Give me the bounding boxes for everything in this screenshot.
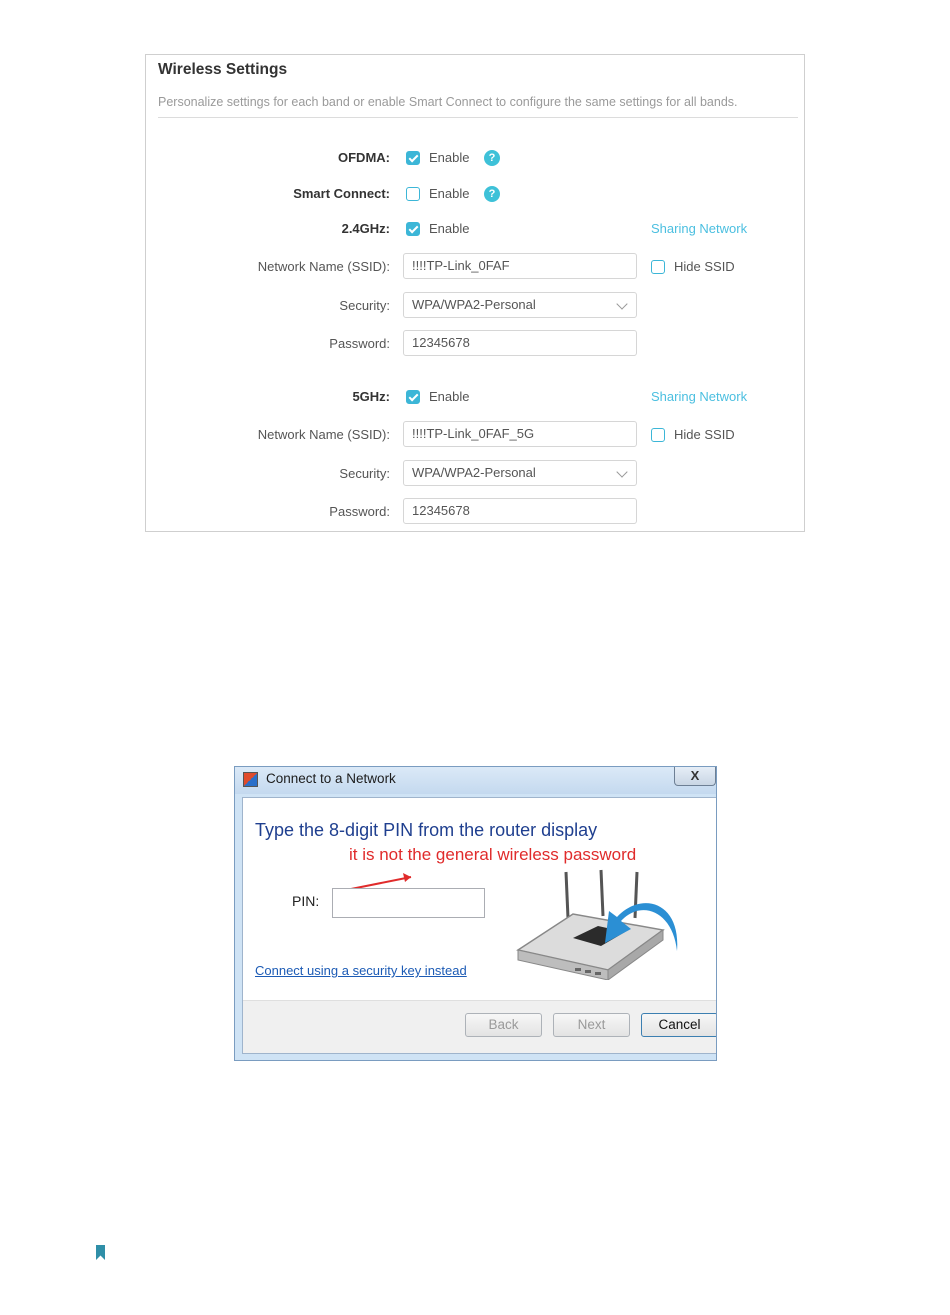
wireless-settings-panel [145,54,805,532]
band24-row [146,215,804,243]
hide-ssid-text: Hide SSID [674,427,735,442]
band5-password-row [146,498,804,526]
dialog-heading: Type the 8-digit PIN from the router display [255,820,598,840]
ofdma-checkbox[interactable] [406,151,420,165]
dialog-footer [243,1000,716,1053]
band5-enable-text: Enable [429,389,470,404]
band24-checkbox[interactable] [406,222,420,236]
ssid-label: Network Name (SSID): [257,259,390,274]
band5-ssid-input[interactable]: !!!!TP-Link_0FAF_5G [403,421,637,447]
band24-sharing-network-link[interactable]: Sharing Network [651,221,748,236]
dialog-body [242,797,716,1054]
band5-security-select[interactable] [403,460,637,486]
bookmark-icon [96,1245,105,1260]
chevron-down-icon [616,466,627,477]
band5-hide-ssid-checkbox[interactable] [651,428,665,442]
annotation-text: it is not the general wireless password [349,845,637,864]
band24-hide-ssid-checkbox[interactable] [651,260,665,274]
panel-description: Personalize settings for each band or enable Smart Connect to configure the same settings for all bands. [158,95,738,109]
ofdma-enable-text: Enable [429,150,470,165]
ofdma-label: OFDMA: [338,150,390,165]
pin-input[interactable] [332,888,485,918]
help-icon[interactable]: ? [484,186,500,202]
band24-label: 2.4GHz: [341,221,390,236]
band24-ssid-input[interactable]: !!!!TP-Link_0FAF [403,253,637,279]
band24-security-select[interactable] [403,292,637,318]
security-key-link[interactable]: Connect using a security key instead [255,963,467,978]
cancel-button[interactable]: Cancel [641,1013,717,1037]
pin-label: PIN: [292,893,320,909]
divider [158,117,798,118]
ssid-label: Network Name (SSID): [257,427,390,442]
blue-arrow-icon [601,891,681,957]
band5-password-input[interactable]: 12345678 [403,498,637,524]
band24-password-input[interactable]: 12345678 [403,330,637,356]
band5-checkbox[interactable] [406,390,420,404]
password-label: Password: [329,336,390,351]
smart-connect-checkbox[interactable] [406,187,420,201]
panel-title: Wireless Settings [158,61,288,78]
band5-row [146,383,804,411]
next-button[interactable]: Next [553,1013,630,1037]
smart-connect-label: Smart Connect: [293,186,390,201]
close-button[interactable]: X [674,767,716,786]
password-label: Password: [329,504,390,519]
smart-connect-enable-text: Enable [429,186,470,201]
band24-enable-text: Enable [429,221,470,236]
back-button[interactable]: Back [465,1013,542,1037]
band24-security-value: WPA/WPA2-Personal [412,297,536,312]
security-label: Security: [339,298,390,313]
dialog-title: Connect to a Network [266,771,396,786]
band5-security-value: WPA/WPA2-Personal [412,465,536,480]
security-label: Security: [339,466,390,481]
smart-connect-row [146,180,804,208]
network-icon [243,772,258,787]
hide-ssid-text: Hide SSID [674,259,735,274]
band5-ssid-row [146,421,804,449]
dialog-titlebar [235,767,716,794]
ofdma-row [146,144,804,172]
band24-ssid-row [146,253,804,281]
band5-security-row [146,460,804,488]
chevron-down-icon [616,298,627,309]
help-icon[interactable]: ? [484,150,500,166]
band24-security-row [146,292,804,320]
band5-label: 5GHz: [352,389,390,404]
connect-network-dialog [234,766,717,1061]
band24-password-row [146,330,804,358]
band5-sharing-network-link[interactable]: Sharing Network [651,389,748,404]
